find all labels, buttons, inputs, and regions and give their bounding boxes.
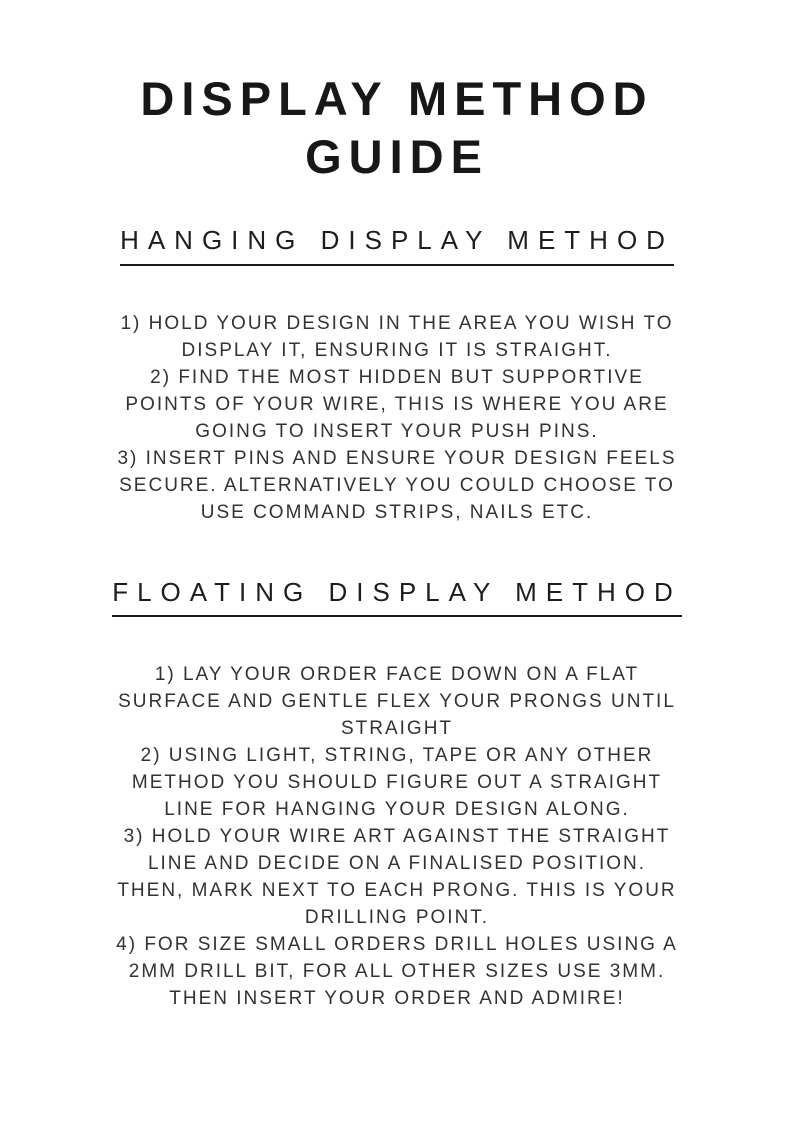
section-floating-display-method <box>0 576 794 1013</box>
section-heading-row <box>0 576 794 618</box>
hanging-instruction-steps <box>114 310 680 526</box>
page-title: DISPLAY METHOD GUIDE <box>140 72 654 183</box>
instruction-step: 4) FOR SIZE SMALL ORDERS DRILL HOLES USING A 2MM DRILL BIT, FOR ALL OTHER SIZES USE 3MM. THEN INSERT YOUR ORDER AND ADMIRE! <box>116 934 678 1009</box>
instruction-step: 2) USING LIGHT, STRING, TAPE OR ANY OTHER METHOD YOU SHOULD FIGURE OUT A STRAIGHT LINE FOR HANGING YOUR DESIGN ALONG. <box>131 745 663 820</box>
instruction-step: 3) INSERT PINS AND ENSURE YOUR DESIGN FEELS SECURE. ALTERNATIVELY YOU COULD CHOOSE TO USE COMMAND STRIPS, NAILS ETC. <box>117 447 677 523</box>
section-heading-hanging: HANGING DISPLAY METHOD <box>120 224 674 266</box>
instruction-step: 1) HOLD YOUR DESIGN IN THE AREA YOU WISH TO DISPLAY IT, ENSURING IT IS STRAIGHT. <box>120 312 674 361</box>
instruction-step: 3) HOLD YOUR WIRE ART AGAINST THE STRAIGHT LINE AND DECIDE ON A FINALISED POSITION. THEN, MARK NEXT TO EACH PRONG. THIS IS YOUR DRILLING POINT. <box>117 826 677 928</box>
floating-instruction-steps <box>114 661 680 1012</box>
section-heading-row <box>0 224 794 266</box>
instruction-step: 2) FIND THE MOST HIDDEN BUT SUPPORTIVE POINTS OF YOUR WIRE, THIS IS WHERE YOU ARE GOING TO INSERT YOUR PUSH PINS. <box>125 366 669 442</box>
section-heading-floating: FLOATING DISPLAY METHOD <box>112 576 682 618</box>
section-hanging-display-method <box>0 224 794 526</box>
instruction-step: 1) LAY YOUR ORDER FACE DOWN ON A FLAT SURFACE AND GENTLE FLEX YOUR PRONGS UNTIL STRAIGHT <box>118 664 676 739</box>
